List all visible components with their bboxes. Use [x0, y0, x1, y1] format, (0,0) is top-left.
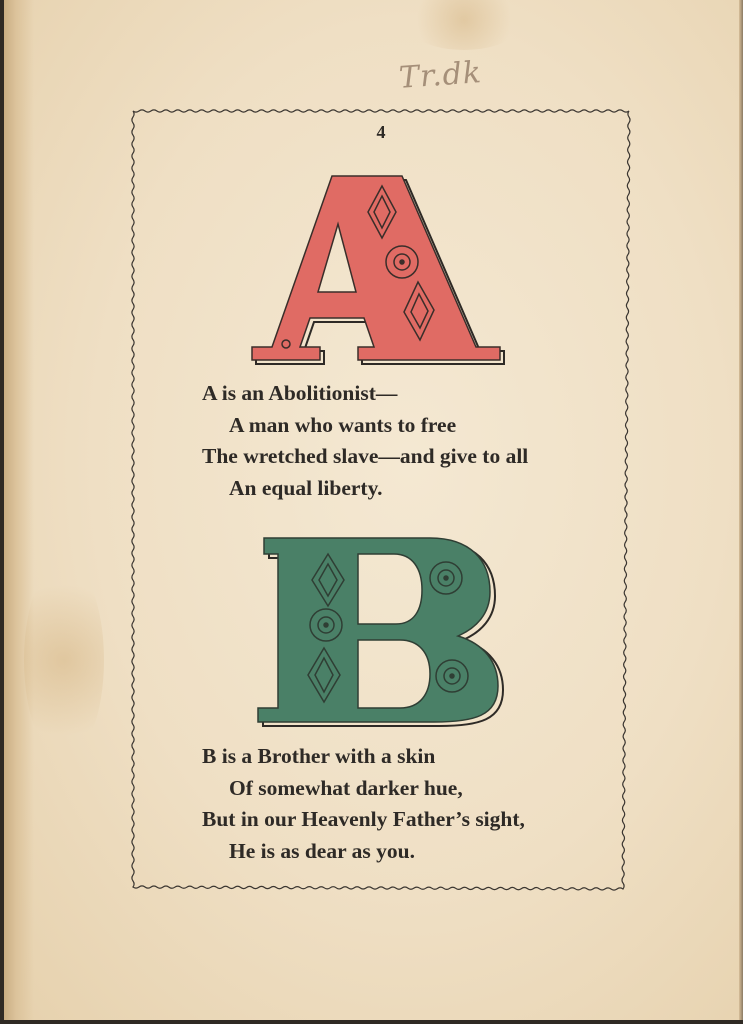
verse-line: B is a Brother with a skin	[202, 744, 436, 768]
verse-line: The wretched slave—and give to all	[202, 444, 529, 468]
verse-line: Of somewhat darker hue,	[229, 775, 463, 800]
verse-line: A is an Abolitionist—	[202, 381, 398, 405]
verse-line: A man who wants to free	[229, 412, 457, 437]
paper-stain	[404, 0, 524, 50]
verse-line: But in our Heavenly Father’s sight,	[202, 807, 525, 831]
page-edge	[739, 0, 743, 1020]
verse-line: He is as dear as you.	[229, 838, 415, 863]
verse-a	[202, 378, 622, 504]
page-gutter-shadow	[4, 0, 34, 1020]
letter-a-drop-cap	[248, 172, 518, 372]
letter-b-drop-cap	[254, 532, 504, 732]
letter-b-shape	[258, 538, 498, 722]
book-page	[4, 0, 741, 1020]
paper-stain	[24, 560, 104, 760]
verse-b	[202, 741, 622, 867]
verse-line: An equal liberty.	[229, 475, 383, 500]
handwritten-note: Tr.dk	[397, 55, 484, 96]
page-number: 4	[376, 122, 386, 142]
illustration-frame	[130, 108, 632, 892]
letter-a-shape	[252, 176, 500, 360]
